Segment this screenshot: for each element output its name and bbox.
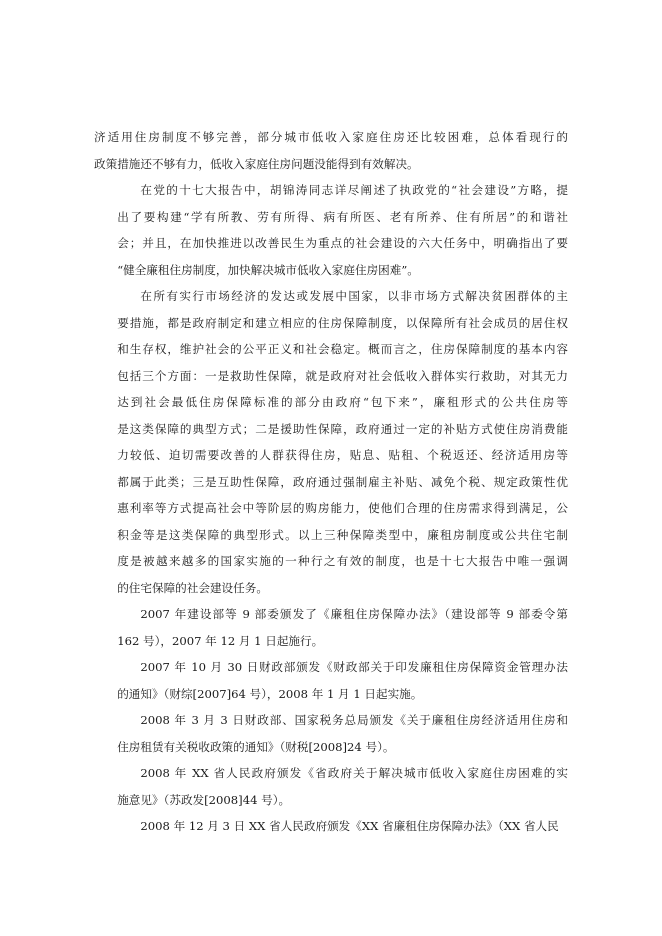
text-line: 达到社会最低住房保障标准的部分由政府“包下来”，廉租形式的公共住房等 [117, 395, 568, 409]
text-line: 积金等是这类保障的典型形式。以上三种保障类型中，廉租房制度或公共住宅制 [117, 527, 568, 542]
text-line: 2008 年 XX 省人民政府颁发《省政府关于解决城市低收入家庭住房困难的实 [140, 766, 568, 780]
text-line: 都属于此类；三是互助性保障，政府通过强制雇主补贴、减免个税、规定政策性优 [117, 474, 568, 489]
text-line: 要措施，都是政府制定和建立相应的住房保障制度，以保障所有社会成员的居住权 [117, 315, 568, 330]
text-line: 2008 年 12 月 3 日 XX 省人民政府颁发《XX 省廉租住房保障办法》（XX 省人民 [140, 819, 559, 833]
paragraph [94, 124, 568, 177]
text-line: 的通知》（财综[2007]64 号），2008 年 1 月 1 日起实施。 [117, 686, 423, 701]
text-line: 2008 年 3 月 3 日财政部、国家税务总局颁发《关于廉租住房经济适用住房和 [140, 713, 568, 727]
text-line: 包括三个方面：一是救助性保障，就是政府对社会低收入群体实行救助，对其无力 [117, 368, 568, 383]
text-line: 是这类保障的典型方式；二是援助性保障，政府通过一定的补贴方式使住房消费能 [117, 421, 568, 436]
text-line: “健全廉租住房制度，加快解决城市低收入家庭住房困难”。 [117, 262, 419, 277]
paragraph [94, 601, 568, 654]
paragraph [94, 760, 568, 813]
text-line: 住房租赁有关税收政策的通知》（财税[2008]24 号）。 [117, 739, 395, 754]
text-line: 惠利率等方式提高社会中等阶层的购房能力，使他们合理的住房需求得到满足，公 [117, 501, 568, 515]
text-line: 出了要构建“学有所教、劳有所得、病有所医、老有所养、住有所居”的和谐社 [117, 209, 568, 224]
text-line: 的住宅保障的社会建设任务。 [117, 580, 268, 595]
text-line: 度是被越来越多的国家实施的一种行之有效的制度，也是十七大报告中唯一强调 [117, 554, 568, 568]
paragraph [94, 283, 568, 601]
text-line: 政策措施还不够有力，低收入家庭住房问题没能得到有效解决。 [94, 156, 419, 171]
text-line: 162 号），2007 年 12 月 1 日起施行。 [117, 633, 324, 648]
paragraph [94, 654, 568, 707]
text-line: 2007 年建设部等 9 部委颁发了《廉租住房保障办法》（建设部等 9 部委令第 [140, 607, 568, 621]
text-line: 会；并且，在加快推进以改善民生为重点的社会建设的六大任务中，明确指出了要 [117, 236, 568, 250]
text-line: 济适用住房制度不够完善，部分城市低收入家庭住房还比较困难，总体看现行的 [94, 130, 568, 144]
text-line: 在党的十七大报告中，胡锦涛同志详尽阐述了执政党的“社会建设”方略，提 [140, 183, 568, 197]
paragraph [94, 813, 568, 840]
paragraph [94, 707, 568, 760]
text-line: 力较低、迫切需要改善的人群获得住房，贴息、贴租、个税返还、经济适用房等 [117, 448, 568, 462]
text-line: 和生存权，维护社会的公平正义和社会稳定。概而言之，住房保障制度的基本内容 [117, 342, 568, 356]
paragraph [94, 177, 568, 283]
text-line: 在所有实行市场经济的发达或发展中国家，以非市场方式解决贫困群体的主 [140, 289, 568, 303]
text-line: 2007 年 10 月 30 日财政部颁发《财政部关于印发廉租住房保障资金管理办法 [140, 660, 568, 674]
text-line: 施意见》（苏政发[2008]44 号）。 [117, 792, 291, 807]
body-text [94, 124, 568, 840]
